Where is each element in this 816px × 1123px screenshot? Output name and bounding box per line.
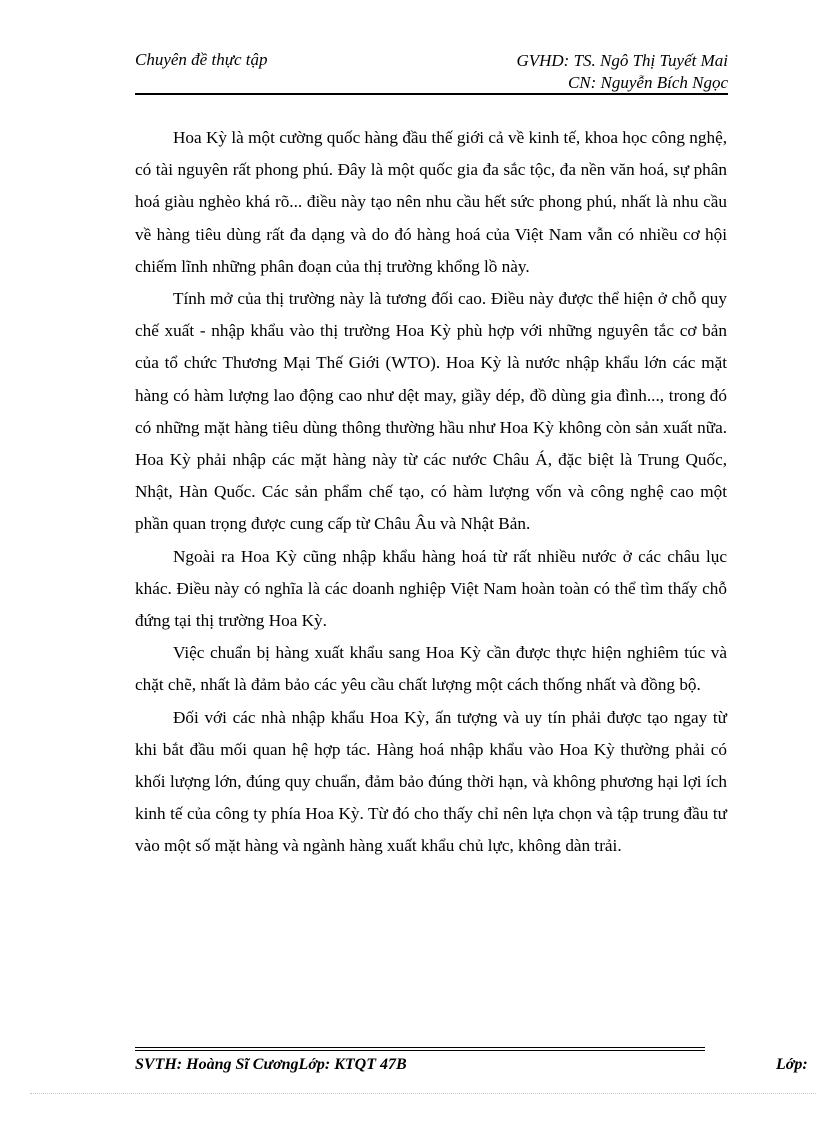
footer-divider bbox=[135, 1047, 705, 1051]
page-edge-divider bbox=[30, 1093, 816, 1094]
paragraph: Hoa Kỳ là một cường quốc hàng đầu thế giới cả về kinh tế, khoa học công nghệ, có tài nguyên rất phong phú. Đây là một quốc gia đa sắc tộc, đa nền văn hoá, sự phân hoá giàu nghèo khá rõ... điều này tạo nên nhu cầu hết sức phong phú, nhất là nhu cầu về hàng tiêu dùng rất đa dạng và do đó hàng hoá của Việt Nam vẫn có nhiều cơ hội chiếm lĩnh những phân đoạn của thị trường khổng lồ này. bbox=[135, 128, 727, 276]
paragraph: Việc chuẩn bị hàng xuất khẩu sang Hoa Kỳ cần được thực hiện nghiêm túc và chặt chẽ, nhất là đảm bảo các yêu cầu chất lượng một cách thống nhất và đồng bộ. bbox=[135, 643, 727, 695]
page-header bbox=[135, 48, 728, 96]
supervisor-name: GVHD: TS. Ngô Thị Tuyết Mai bbox=[516, 51, 728, 70]
paragraph: Đối với các nhà nhập khẩu Hoa Kỳ, ấn tượng và uy tín phải được tạo ngay từ khi bắt đầu mối quan hệ hợp tác. Hàng hoá nhập khẩu vào Hoa Kỳ thường phải có khối lượng lớn, đúng quy chuẩn, đảm bảo đúng thời hạn, và không phương hại lợi ích kinh tế của công ty phía Hoa Kỳ. Từ đó cho thấy chỉ nên lựa chọn và tập trung đầu tư vào một số mặt hàng và ngành hàng xuất khẩu chủ lực, không dàn trải. bbox=[135, 707, 727, 856]
header-divider bbox=[135, 93, 728, 95]
document-type-label: Chuyên đề thực tập bbox=[135, 50, 268, 69]
class-label: Lớp: bbox=[776, 1056, 808, 1073]
student-info: SVTH: Hoàng Sĩ CươngLớp: KTQT 47B bbox=[135, 1056, 407, 1073]
co-supervisor-name: CN: Nguyễn Bích Ngọc bbox=[567, 73, 728, 92]
supervisor-block bbox=[516, 50, 728, 94]
paragraph: Ngoài ra Hoa Kỳ cũng nhập khẩu hàng hoá từ rất nhiều nước ở các châu lục khác. Điều này có nghĩa là các doanh nghiệp Việt Nam hoàn toàn có thể tìm thấy chỗ đứng tại thị trường Hoa Kỳ. bbox=[135, 546, 727, 631]
document-body bbox=[135, 122, 727, 863]
paragraph: Tính mở của thị trường này là tương đối cao. Điều này được thể hiện ở chỗ quy chế xuất - nhập khẩu vào thị trường Hoa Kỳ phù hợp với những nguyên tắc cơ bản của tổ chức Thương Mại Thế Giới (WTO). Hoa Kỳ là nước nhập khẩu lớn các mặt hàng có hàm lượng lao động cao như dệt may, giầy dép, đồ dùng gia đình..., trong đó có những mặt hàng tiêu dùng thông thường hầu như Hoa Kỳ không còn sản xuất nữa. Hoa Kỳ phải nhập các mặt hàng này từ các nước Châu Á, đặc biệt là Trung Quốc, Nhật, Hàn Quốc. Các sản phẩm chế tạo, có hàm lượng vốn và công nghệ cao một phần quan trọng được cung cấp từ Châu Âu và Nhật Bản. bbox=[135, 289, 727, 534]
